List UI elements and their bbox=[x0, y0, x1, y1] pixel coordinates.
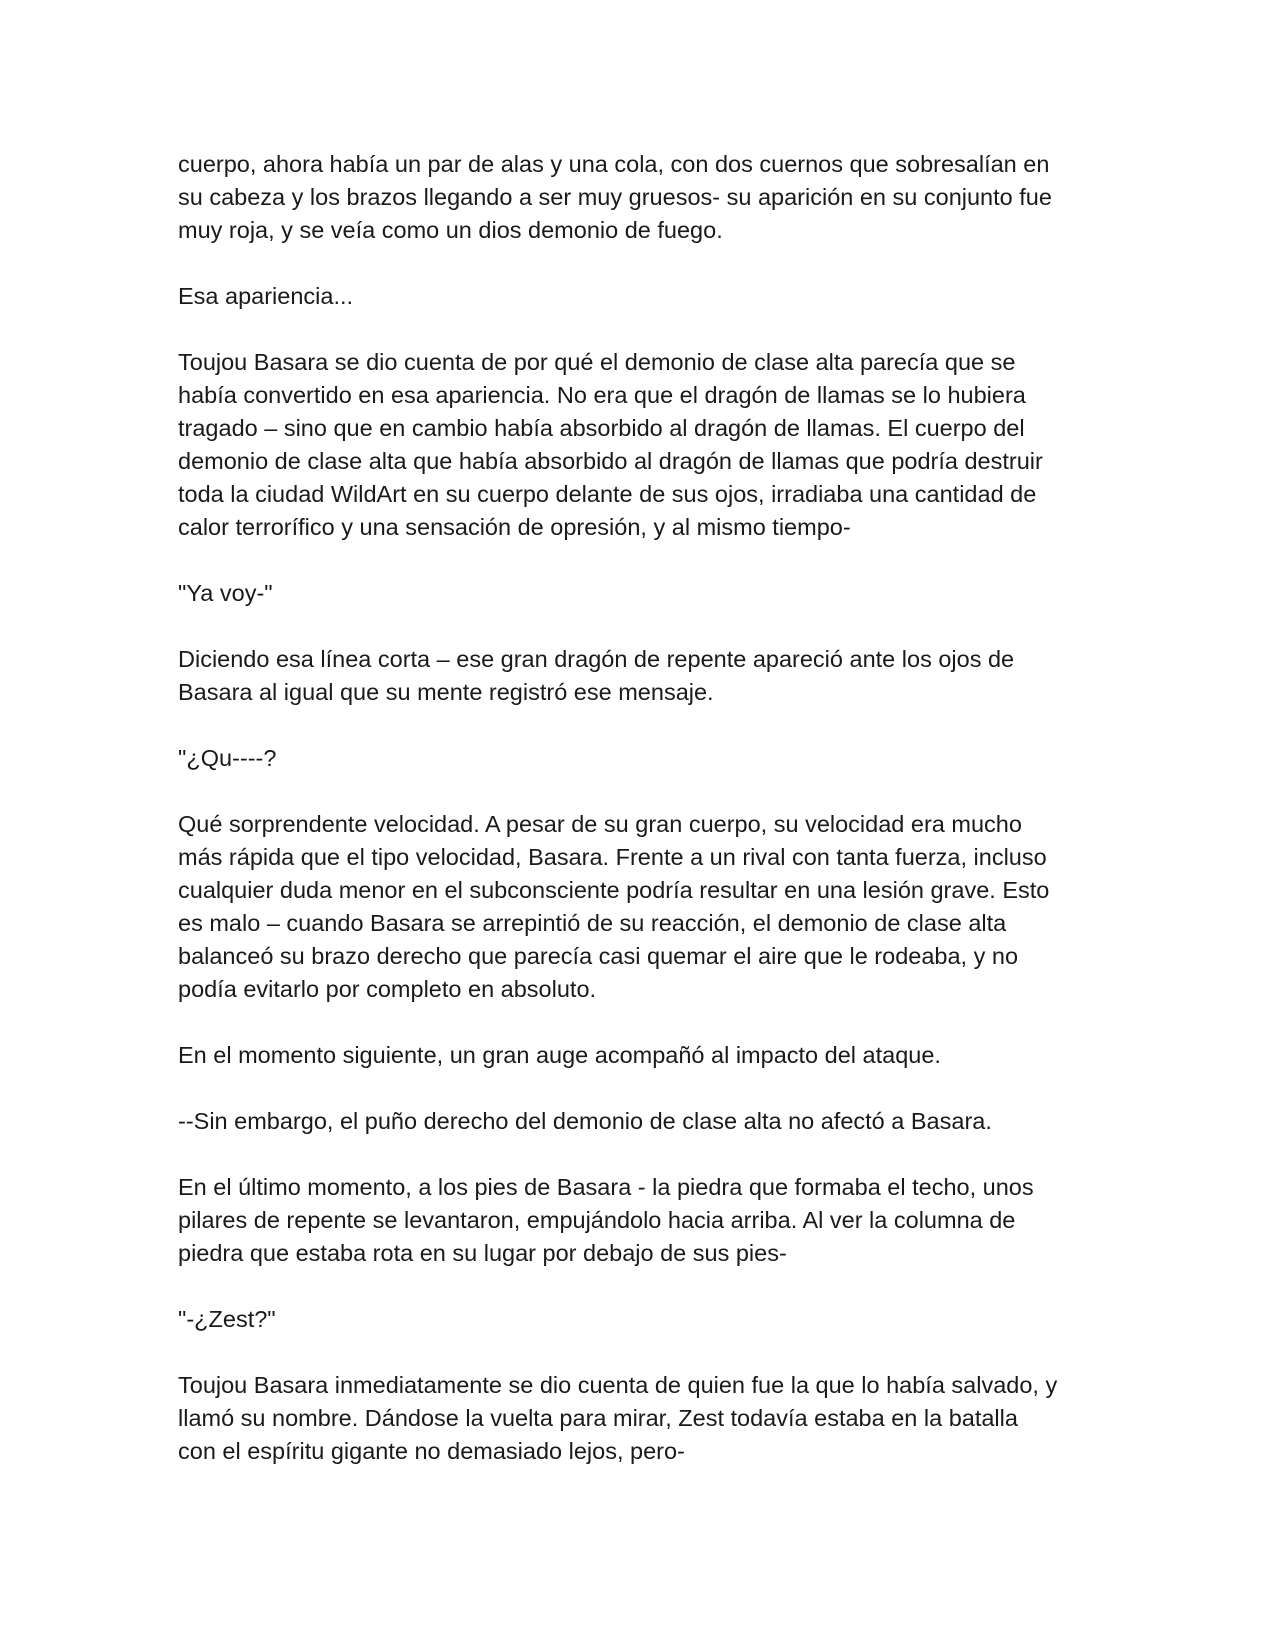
text-line: muy roja, y se veía como un dios demonio de fuego. bbox=[178, 217, 723, 243]
text-line: "¿Qu----? bbox=[178, 745, 277, 771]
text-line: Qué sorprendente velocidad. A pesar de su gran cuerpo, su velocidad era mucho bbox=[178, 811, 1022, 837]
text-line: En el momento siguiente, un gran auge acompañó al impacto del ataque. bbox=[178, 1042, 941, 1068]
text-line: piedra que estaba rota en su lugar por debajo de sus pies- bbox=[178, 1240, 787, 1266]
paragraph bbox=[178, 1369, 1108, 1468]
text-line: "Ya voy-" bbox=[178, 580, 273, 606]
text-line: podía evitarlo por completo en absoluto. bbox=[178, 976, 597, 1002]
paragraph bbox=[178, 577, 1108, 610]
paragraph bbox=[178, 346, 1108, 544]
paragraph bbox=[178, 1039, 1108, 1072]
text-line: Toujou Basara se dio cuenta de por qué el demonio de clase alta parecía que se bbox=[178, 349, 1016, 375]
text-line: "-¿Zest?" bbox=[178, 1306, 276, 1332]
text-line: En el último momento, a los pies de Basara - la piedra que formaba el techo, unos bbox=[178, 1174, 1034, 1200]
text-line: calor terrorífico y una sensación de opresión, y al mismo tiempo- bbox=[178, 514, 851, 540]
text-line: con el espíritu gigante no demasiado lejos, pero- bbox=[178, 1438, 685, 1464]
paragraph bbox=[178, 808, 1108, 1006]
text-line: demonio de clase alta que había absorbido al dragón de llamas que podría destruir bbox=[178, 448, 1043, 474]
text-line: cualquier duda menor en el subconsciente podría resultar en una lesión grave. Esto bbox=[178, 877, 1050, 903]
text-line: Toujou Basara inmediatamente se dio cuenta de quien fue la que lo había salvado, y bbox=[178, 1372, 1058, 1398]
text-line: tragado – sino que en cambio había absorbido al dragón de llamas. El cuerpo del bbox=[178, 415, 1025, 441]
text-line: es malo – cuando Basara se arrepintió de su reacción, el demonio de clase alta bbox=[178, 910, 1007, 936]
paragraph bbox=[178, 1171, 1108, 1270]
paragraph bbox=[178, 1303, 1108, 1336]
paragraph bbox=[178, 643, 1108, 709]
text-line: cuerpo, ahora había un par de alas y una cola, con dos cuernos que sobresalían en bbox=[178, 151, 1050, 177]
text-line: Esa apariencia... bbox=[178, 283, 354, 309]
text-line: --Sin embargo, el puño derecho del demonio de clase alta no afectó a Basara. bbox=[178, 1108, 992, 1134]
text-line: Diciendo esa línea corta – ese gran dragón de repente apareció ante los ojos de bbox=[178, 646, 1015, 672]
text-line: llamó su nombre. Dándose la vuelta para mirar, Zest todavía estaba en la batalla bbox=[178, 1405, 1018, 1431]
paragraph bbox=[178, 148, 1108, 247]
text-line: balanceó su brazo derecho que parecía casi quemar el aire que le rodeaba, y no bbox=[178, 943, 1019, 969]
paragraph bbox=[178, 1105, 1108, 1138]
text-line: Basara al igual que su mente registró ese mensaje. bbox=[178, 679, 714, 705]
paragraph bbox=[178, 742, 1108, 775]
document-body bbox=[178, 148, 1108, 1501]
text-line: más rápida que el tipo velocidad, Basara. Frente a un rival con tanta fuerza, incluso bbox=[178, 844, 1047, 870]
text-line: su cabeza y los brazos llegando a ser muy gruesos- su aparición en su conjunto fue bbox=[178, 184, 1052, 210]
text-line: pilares de repente se levantaron, empujándolo hacia arriba. Al ver la columna de bbox=[178, 1207, 1016, 1233]
paragraph bbox=[178, 280, 1108, 313]
text-line: toda la ciudad WildArt en su cuerpo delante de sus ojos, irradiaba una cantidad de bbox=[178, 481, 1037, 507]
text-line: había convertido en esa apariencia. No era que el dragón de llamas se lo hubiera bbox=[178, 382, 1026, 408]
